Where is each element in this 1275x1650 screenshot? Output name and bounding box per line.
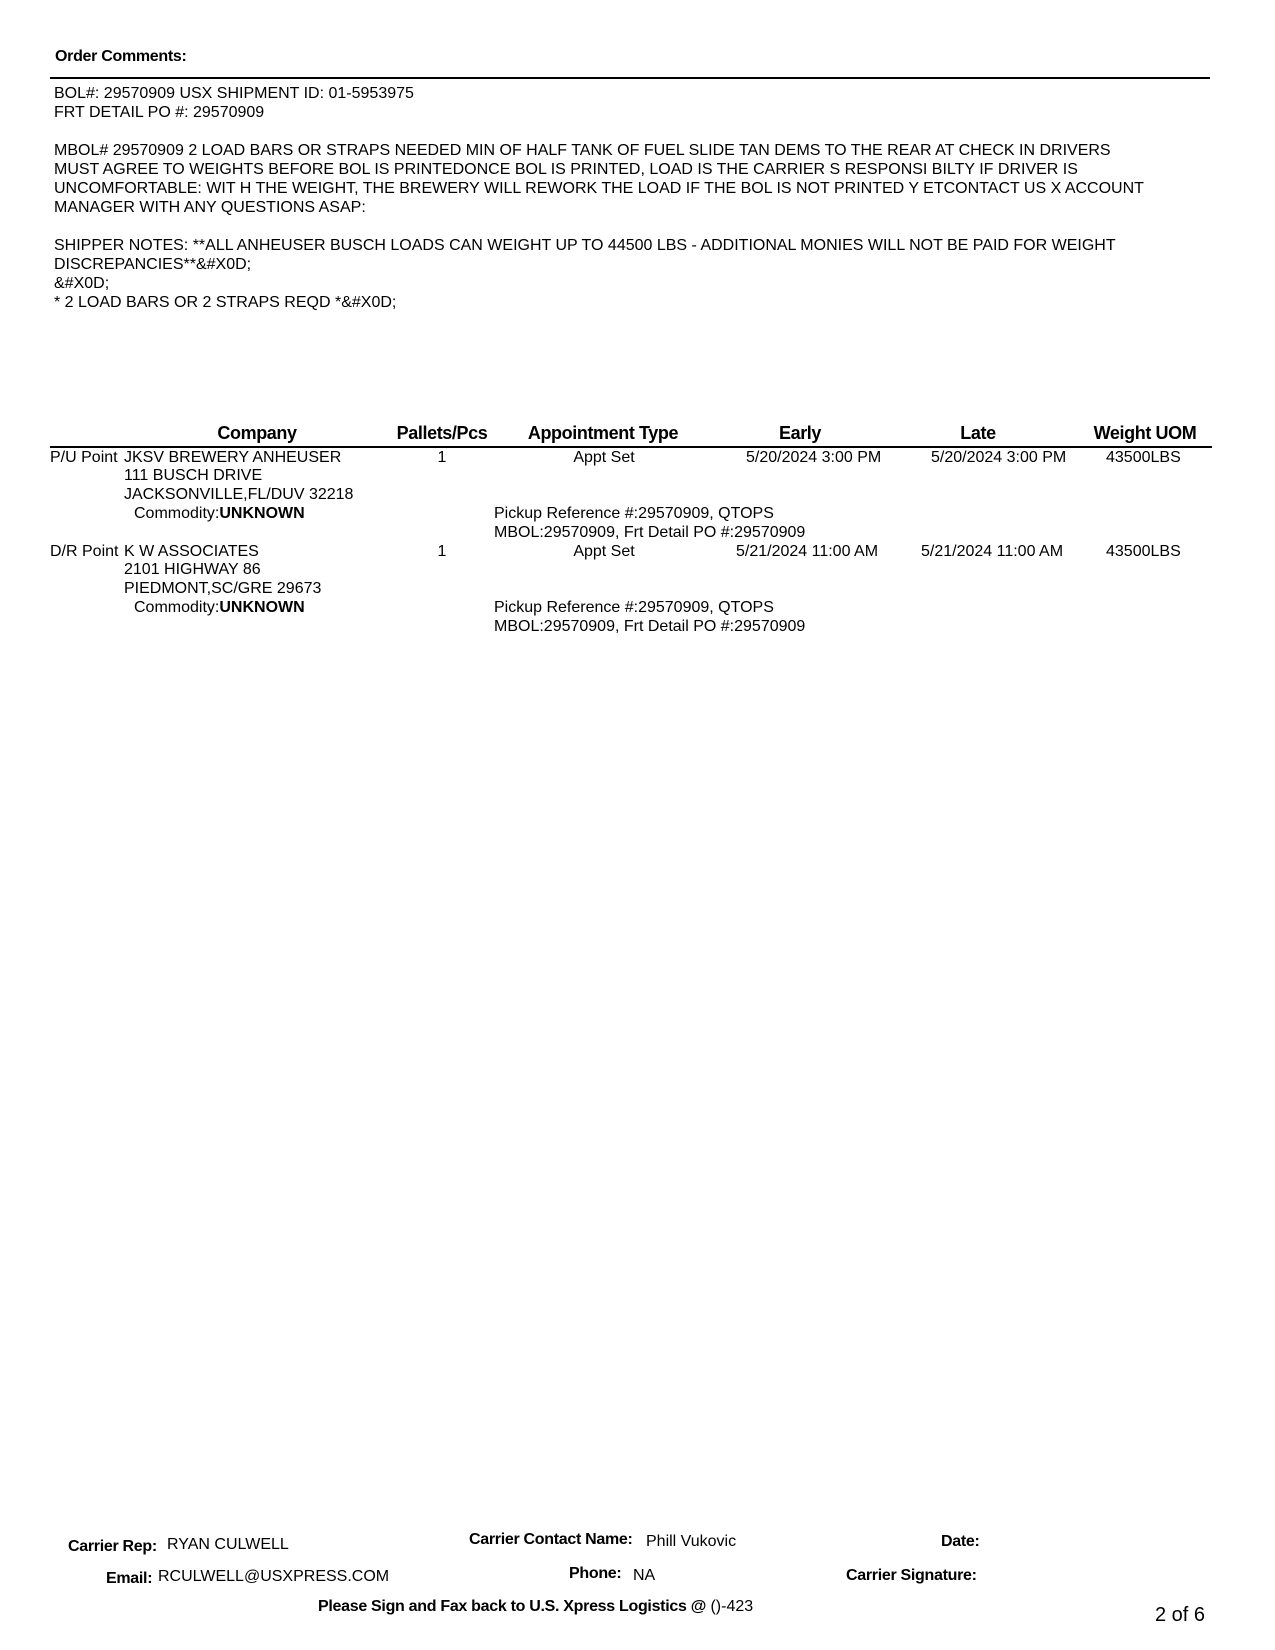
col-header-early: Early	[778, 423, 822, 443]
row-reference-line-1: Pickup Reference #:29570909, QTOPS	[494, 599, 774, 616]
row-address-line-2: JACKSONVILLE,FL/DUV 32218	[124, 486, 354, 503]
row-weight: 43500LBS	[1106, 449, 1181, 466]
commodity-label: Commodity:	[134, 505, 220, 522]
row-point-type: D/R Point	[50, 543, 119, 560]
fax-number: ()-423	[710, 1598, 754, 1615]
row-late: 5/20/2024 3:00 PM	[931, 449, 1067, 466]
comment-line: MBOL# 29570909 2 LOAD BARS OR STRAPS NEEDED MIN OF HALF TANK OF FUEL SLIDE TAN DEMS TO THE REAR AT CHECK IN DRIVERS	[54, 142, 1111, 159]
row-pallets: 1	[437, 449, 447, 466]
col-header-weight-uom: Weight UOM	[1093, 423, 1197, 443]
row-company-name: JKSV BREWERY ANHEUSER	[124, 449, 342, 466]
comment-line: BOL#: 29570909 USX SHIPMENT ID: 01-5953975	[54, 85, 414, 102]
comment-line: * 2 LOAD BARS OR 2 STRAPS REQD *&#X0D;	[54, 294, 397, 311]
email-label: Email:	[106, 1570, 153, 1587]
phone-label: Phone:	[569, 1565, 622, 1582]
fax-note: Please Sign and Fax back to U.S. Xpress Logistics @	[318, 1598, 706, 1615]
comment-line: SHIPPER NOTES: **ALL ANHEUSER BUSCH LOADS CAN WEIGHT UP TO 44500 LBS - ADDITIONAL MONIES WILL NOT BE PAID FOR WEIGHT	[54, 237, 1116, 254]
col-header-late: Late	[960, 423, 996, 443]
row-commodity	[134, 599, 305, 617]
comment-line	[54, 217, 1144, 236]
carrier-contact-name-label: Carrier Contact Name:	[469, 1531, 633, 1548]
col-header-appointment-type: Appointment Type	[527, 423, 679, 443]
row-early: 5/21/2024 11:00 AM	[736, 543, 879, 560]
row-address-line-1: 2101 HIGHWAY 86	[124, 561, 261, 578]
commodity-value: UNKNOWN	[219, 599, 305, 616]
phone-value: NA	[633, 1567, 656, 1584]
table-header-divider	[50, 446, 1212, 448]
comment-line: FRT DETAIL PO #: 29570909	[54, 104, 265, 121]
row-appointment-type: Appt Set	[573, 449, 635, 466]
carrier-contact-name-value: Phill Vukovic	[646, 1533, 737, 1550]
carrier-rep-value: RYAN CULWELL	[167, 1536, 289, 1553]
order-comments-divider	[50, 77, 1210, 79]
row-reference-line-2: MBOL:29570909, Frt Detail PO #:29570909	[494, 524, 806, 541]
comment-line: MANAGER WITH ANY QUESTIONS ASAP:	[54, 199, 366, 216]
comment-line: &#X0D;	[54, 275, 110, 292]
fax-instruction	[318, 1598, 753, 1616]
comment-line: UNCOMFORTABLE: WIT H THE WEIGHT, THE BREWERY WILL REWORK THE LOAD IF THE BOL IS NOT PRINTED Y ETCONTACT US X ACCOUNT	[54, 180, 1144, 197]
email-value: RCULWELL@USXPRESS.COM	[158, 1568, 390, 1585]
row-company-name: K W ASSOCIATES	[124, 543, 259, 560]
carrier-rep-label: Carrier Rep:	[68, 1538, 157, 1555]
order-comments-heading: Order Comments:	[55, 48, 187, 65]
row-address-line-1: 111 BUSCH DRIVE	[124, 467, 263, 484]
row-weight: 43500LBS	[1106, 543, 1181, 560]
row-late: 5/21/2024 11:00 AM	[921, 543, 1064, 560]
comment-line: MUST AGREE TO WEIGHTS BEFORE BOL IS PRINTEDONCE BOL IS PRINTED, LOAD IS THE CARRIER S RESPONSI BILTY IF DRIVER IS	[54, 161, 1078, 178]
col-header-company: Company	[217, 423, 297, 443]
row-commodity	[134, 505, 305, 523]
date-label: Date:	[941, 1533, 980, 1550]
row-reference-line-2: MBOL:29570909, Frt Detail PO #:29570909	[494, 618, 806, 635]
row-pallets: 1	[437, 543, 447, 560]
row-address-line-2: PIEDMONT,SC/GRE 29673	[124, 580, 322, 597]
carrier-signature-label: Carrier Signature:	[846, 1567, 977, 1584]
order-comments-body	[54, 84, 1144, 312]
comment-line: DISCREPANCIES**&#X0D;	[54, 256, 252, 273]
commodity-label: Commodity:	[134, 599, 220, 616]
comment-line	[54, 122, 1144, 141]
col-header-pallets: Pallets/Pcs	[396, 423, 488, 443]
row-appointment-type: Appt Set	[573, 543, 635, 560]
row-point-type: P/U Point	[50, 449, 118, 466]
page-number: 2 of 6	[1155, 1604, 1206, 1622]
row-reference-line-1: Pickup Reference #:29570909, QTOPS	[494, 505, 774, 522]
commodity-value: UNKNOWN	[219, 505, 305, 522]
row-early: 5/20/2024 3:00 PM	[746, 449, 882, 466]
